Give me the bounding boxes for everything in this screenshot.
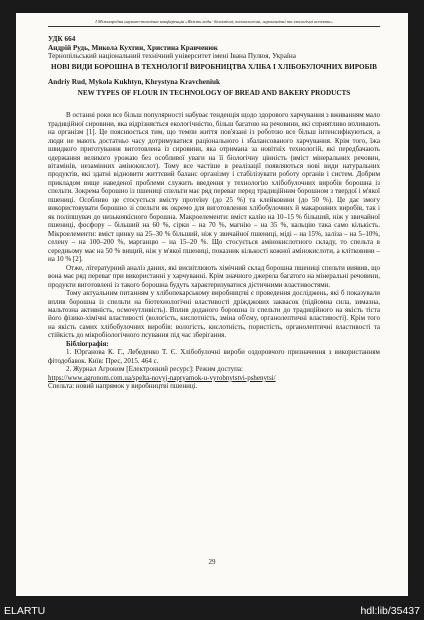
authors-uk: Андрій Рудь, Микола Кухтин, Христина Кравченюк	[48, 43, 218, 52]
viewer-footer	[0, 602, 424, 620]
bibliography-link[interactable]: https://www.agronom.com.ua/spelta-novyj-napryamok-u-vyrobnytstvi-pshenytsi/	[48, 373, 276, 382]
affiliation: Тернопільський національний технічний університет імені Івана Пулюя, Україна	[48, 52, 296, 61]
bibliography-heading: Бібліографія:	[66, 339, 109, 348]
paragraph: В останні роки все більш популярності набуває тенденція щодо здорового харчування з вживанням мало традиційної сировини, яка відрізняється екологічністю, більш багатою на речовини, які сприятливо впливають на організм [1]. Це пояснюється тим, що темпи життя пов'язані із роботою все більш інтенсифікуються, а люди не мають достатньо часу дотримуватися раціонального і збалансованого харчування. Крім того, їжа швидкого приготування виготовлена із сировини, яка отримана за новітніх технологій, які передбачають одержання великого урожаю без особливої уваги на її біологічну цінність (вміст мінеральних речовин, вітамінів, незамінних амінокислот). Тому все частіше в реалізації появляються нові види натуральних продуктів, які здатні відновити життєвий баланс організму і стабілізувати роботу органів і систем. Добрим прикладом вище наведеної проблеми служить введення у технологію хлібобулочних виробів борошна із спельти. Зокрема борошно із пшениці спельти має ряд переваг перед традиційним борошном з твердої і м'якої пшениці. Особливо це стосується вмісту протеїну (до 25 %) та клейковини (до 50 %). Це дає змогу використовувати борошно зі спельти як окремо для виготовлення хлібобулочних й макаронних виробів, так і як поліпшувач до низькоякісного борошна. Макроелементи: вміст калію на 10–15 % більший, ніж у звичайної пшениці, фосфору – більший на 60 %, сірки – на 70 %, магнію – на 35 %, кальцію така само кількість. Мікроелементи: вміст цинку на 25–30 % більший, ніж у звичайної пшениці, міді – на 15%, заліза – на 5–10%, селену – на 100–200 %, марганцю – на 15–20 %. Що стосується амінокислотного складу, то спельта в середньому має на 50 % вищий, ніж у м'якої пшениці, показник кількості кожної амінокислоти, а клітковини – на 10 % [2].	[48, 111, 380, 264]
article-body	[48, 111, 380, 340]
paragraph: Отже, літературний аналіз даних, які висвітлюють хімічний склад борошна пшениці спельти виявив, що вона має ряд переваг при використанні у харчуванні. Крім значного джерела багатого на мінеральні речовини, продукти виготовлені із такого борошна будуть характеризуватися дієтичними властивостями.	[48, 263, 380, 289]
repository-label: ELARTU	[4, 605, 46, 617]
udk-code: УДК 664	[48, 35, 76, 43]
bibliography	[48, 340, 380, 391]
bibliography-tail: Спельта: новий напрямок у виробництві пшениці.	[48, 382, 198, 391]
document-page	[16, 13, 408, 596]
title-uk: НОВІ ВИДИ БОРОШНА В ТЕХНОЛОГІЇ ВИРОБНИЦТВА ХЛІБА І ХЛІБОБУЛОЧНИХ ВИРОБІВ	[51, 62, 377, 71]
page-number: 29	[208, 558, 216, 566]
bibliography-item: 2. Журнал Агроном [Електронний ресурс]: Режим доступа:	[66, 365, 243, 374]
bibliography-item: 1. Юрганова К. Г., Лебеденко Т. Є. Хлібобулочні вироби оздоровчого призначення з використанням фітодобавок. Київ: Прес, 2015. 464 с.	[48, 348, 380, 365]
handle-label: hdl:lib/35437	[360, 605, 420, 617]
conference-header: І Міжнародна науково-технічна конференція «Якість води: біохімічні, технологічні, агрономічні та екологічні аспекти»	[48, 19, 380, 27]
title-en: NEW TYPES OF FLOUR IN TECHNOLOGY OF BREAD AND BAKERY PRODUCTS	[77, 88, 351, 97]
authors-en: Andriy Rud, Mykola Kukhtyn, Khrystyna Kravcheniuk	[48, 78, 220, 87]
paragraph: Тому актуальним питанням у хлібопекарському виробництві є проведення досліджень, які б показували вплив борошна із спельти на біотехнологічні властивості дріжджових заквасок (підйомна сила, зимазна, мальтозна активність, осмочутливість). Вплив доданого борошна із спельти до традиційного на якість тіста його фізико-хімічні властивості (вологість, кислотність, зміна об'єму, органолептичні властивості). Крім того на якість самих хлібобулочних виробів: вологість, кислотність, пористість, органолептичні властивості та стійкість до мікробіологічного псування під час зберігання.	[48, 289, 380, 340]
